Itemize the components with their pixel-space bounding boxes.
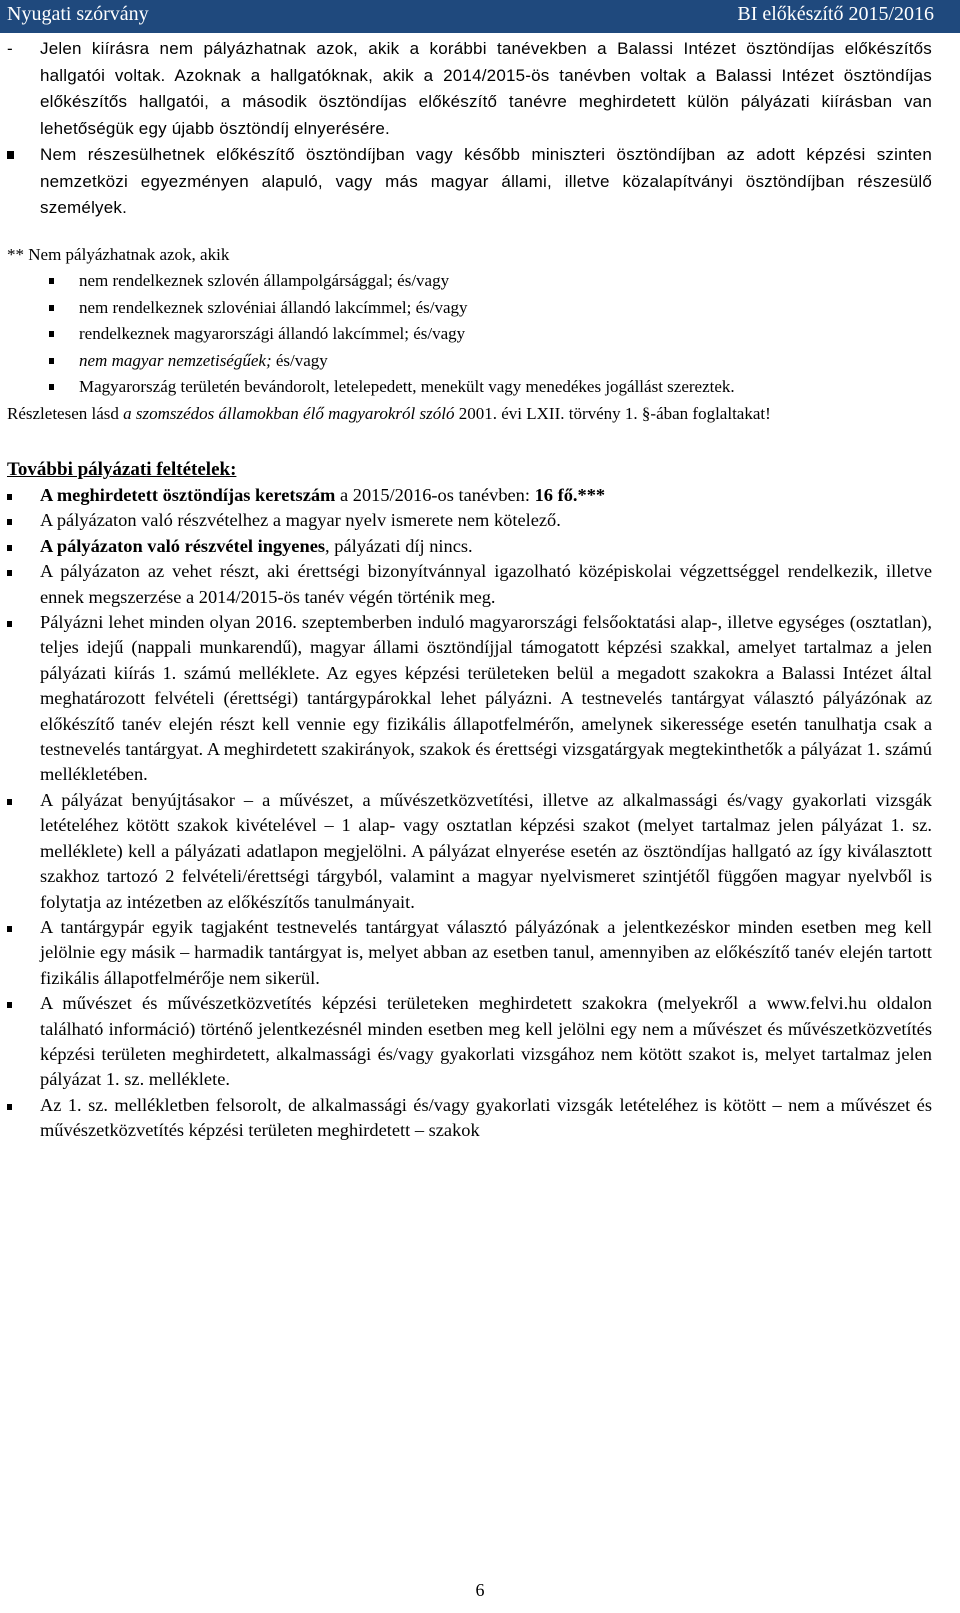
- condition-item: [7, 991, 932, 1093]
- condition-text: a 2015/2016-os tanévben:: [335, 485, 535, 505]
- exclusion-text: nem rendelkeznek szlovén állampolgársággal; és/vagy: [79, 271, 450, 290]
- intro-bullet-item: [7, 142, 932, 222]
- square-bullet-icon: [49, 278, 54, 284]
- condition-text: Pályázni lehet minden olyan 2016. szeptemberben induló magyarországi felsőoktatási alap-, illetve egységes (osztatlan), teljes idejű (nappali munkarendű), magyar állami ösztöndíjjal támogatott képzési szakkal, amelyet tartalmaz a jelen pályázati kiírás 1. számú melléklete. Az egyes képzési területeken belül a megadott szakokra a Balassi Intézet által meghatározott felvételi (érettségi) tantárgypárokkal lehet pályázni. A testnevelés tantárgyat választó pályázónak az előkészítő tanév elején részt kell vennie egy fizikális állapotfelmérőn, amelynek sikeressége esetén tanulhatja csak a testnevelés tantárgyat. A meghirdetett szakirányok, szakok és érettségi vizsgatárgyak megtekinthetők a pályázat 1. számú mellékletében.: [40, 612, 932, 785]
- condition-text: A pályázaton való részvételhez a magyar nyelv ismerete nem kötelező.: [40, 510, 561, 531]
- exclusion-item: [7, 321, 932, 348]
- detail-law-title: a szomszédos államokban élő magyarokról szóló: [123, 403, 455, 423]
- detail-post: 2001. évi LXII. törvény 1. §-ában foglaltakat!: [454, 403, 771, 423]
- exclusion-text-rest: és/vagy: [271, 350, 328, 370]
- square-bullet-icon: [7, 151, 14, 159]
- square-bullet-icon: [49, 331, 54, 337]
- condition-item: [7, 788, 932, 915]
- condition-item: [7, 508, 932, 533]
- condition-text: A tantárgypár egyik tagjaként testnevelés tantárgyat választó pályázónak a jelentkezéskor minden esetben meg kell jelölnie egy másik – harmadik tantárgyat is, melyet abban az esetben tanul, amennyiben az előkészítő tanév elején tartott fizikális állapotfelmérője nem sikerül.: [40, 916, 932, 988]
- exclusion-text: nem rendelkeznek szlovéniai állandó lakcímmel; és/vagy: [79, 297, 468, 317]
- exclusion-text: Magyarország területén bevándorolt, letelepedett, menekült vagy menedékes jogállást szereztek.: [79, 377, 735, 396]
- condition-item: [7, 534, 932, 559]
- condition-text: , pályázati díj nincs.: [325, 535, 473, 556]
- header-right-title: BI előkészítő 2015/2016: [737, 3, 934, 25]
- condition-item: [7, 559, 932, 610]
- square-bullet-icon: [7, 545, 12, 551]
- exclusion-item: [7, 295, 932, 322]
- square-bullet-icon: [7, 570, 12, 576]
- condition-text: Az 1. sz. mellékletben felsorolt, de alkalmassági és/vagy gyakorlati vizsgák letételéhez is kötött – nem a művészet és művészetközvetítés képzési területen meghirdetett – szakok: [40, 1094, 932, 1141]
- condition-text: A művészet és művészetközvetítés képzési területeken meghirdetett szakokra (melyekről a www.felvi.hu oldalon található információ) történő jelentkezésnél minden esetben meg kell jelölni egy nem a művészet és művészetközvetítés képzési területen meghirdetett, alkalmassági és/vagy gyakorlati vizsgához nem kötött szakot is, melyet tartalmaz jelen pályázat 1. sz. melléklete.: [40, 993, 932, 1090]
- exclusions-heading: ** Nem pályázhatnak azok, akik: [7, 244, 230, 264]
- exclusions-detail: [7, 401, 932, 428]
- exclusion-item: [7, 268, 932, 295]
- square-bullet-icon: [7, 1104, 12, 1110]
- condition-bold-count: 16 fő.***: [534, 485, 606, 505]
- exclusion-text: rendelkeznek magyarországi állandó lakcímmel; és/vagy: [79, 324, 466, 343]
- condition-text: A pályázaton az vehet részt, aki érettségi bizonyítvánnyal igazolható középiskolai végzettséggel rendelkezik, illetve ennek megszerzése a 2014/2015-ös tanév végén történik meg.: [40, 561, 932, 607]
- page-header: [0, 0, 960, 33]
- square-bullet-icon: [7, 519, 12, 525]
- section-title: További pályázati feltételek:: [7, 459, 237, 480]
- square-bullet-icon: [7, 621, 12, 627]
- square-bullet-icon: [7, 926, 12, 932]
- intro-dash-text: Jelen kiírásra nem pályázhatnak azok, akik a korábbi tanévekben a Balassi Intézet ösztöndíjas előkészítős hallgatói voltak. Azoknak a hallgatóknak, akik a 2014/2015-ös tanévben voltak a Balassi Intézet ösztöndíjas előkészítős hallgatói, a második ösztöndíjas előkészítő tanévre meghirdetett külön pályázati kiírásban van lehetőségük egy újabb ösztöndíj elnyerésére.: [40, 39, 932, 138]
- square-bullet-icon: [49, 358, 54, 364]
- intro-bullet-text: Nem részesülhetnek előkészítő ösztöndíjban vagy később miniszteri ösztöndíjban az adott képzési szinten nemzetközi egyezményen alapuló, vagy más magyar állami, illetve közalapítványi ösztöndíjban részesülő személyek.: [40, 145, 932, 217]
- condition-item: [7, 610, 932, 788]
- document-body: [7, 36, 932, 1144]
- square-bullet-icon: [7, 1002, 12, 1008]
- exclusion-item: [7, 374, 932, 401]
- square-bullet-icon: [7, 494, 12, 500]
- square-bullet-icon: [7, 799, 12, 805]
- square-bullet-icon: [49, 305, 54, 311]
- header-left-title: Nyugati szórvány: [7, 3, 149, 25]
- condition-bold: A pályázaton való részvétel ingyenes: [40, 535, 326, 556]
- condition-bold: A meghirdetett ösztöndíjas keretszám: [40, 485, 336, 505]
- square-bullet-icon: [49, 384, 54, 390]
- condition-item: [7, 1093, 932, 1144]
- exclusion-text-italic: nem magyar nemzetiségűek;: [79, 350, 272, 370]
- detail-pre: Részletesen lásd: [7, 403, 124, 423]
- condition-text: A pályázat benyújtásakor – a művészet, a művészetközvetítési, illetve az alkalmassági és/vagy gyakorlati vizsgák letételéhez kötött szakok kivételével – 1 alap- vagy osztatlan képzési szakot (melyet tartalmaz jelen pályázat 1. sz. melléklete) kell a pályázati adatlapon megjelölni. A pályázat elnyerése esetén az ösztöndíjas hallgató az így kiválasztott szakhoz tartozó 2 felvételi/érettségi tárgyból, valamint a magyar nyelvismeret szintjétől függően magyar nyelvből is folytatja az intézetben az előkészítős tanulmányait.: [40, 789, 932, 912]
- page-number: 6: [475, 1580, 485, 1600]
- condition-item: [7, 483, 932, 508]
- intro-dash-item: [7, 36, 932, 142]
- condition-item: [7, 915, 932, 991]
- exclusion-item: [7, 348, 932, 375]
- dash-marker: -: [7, 39, 13, 58]
